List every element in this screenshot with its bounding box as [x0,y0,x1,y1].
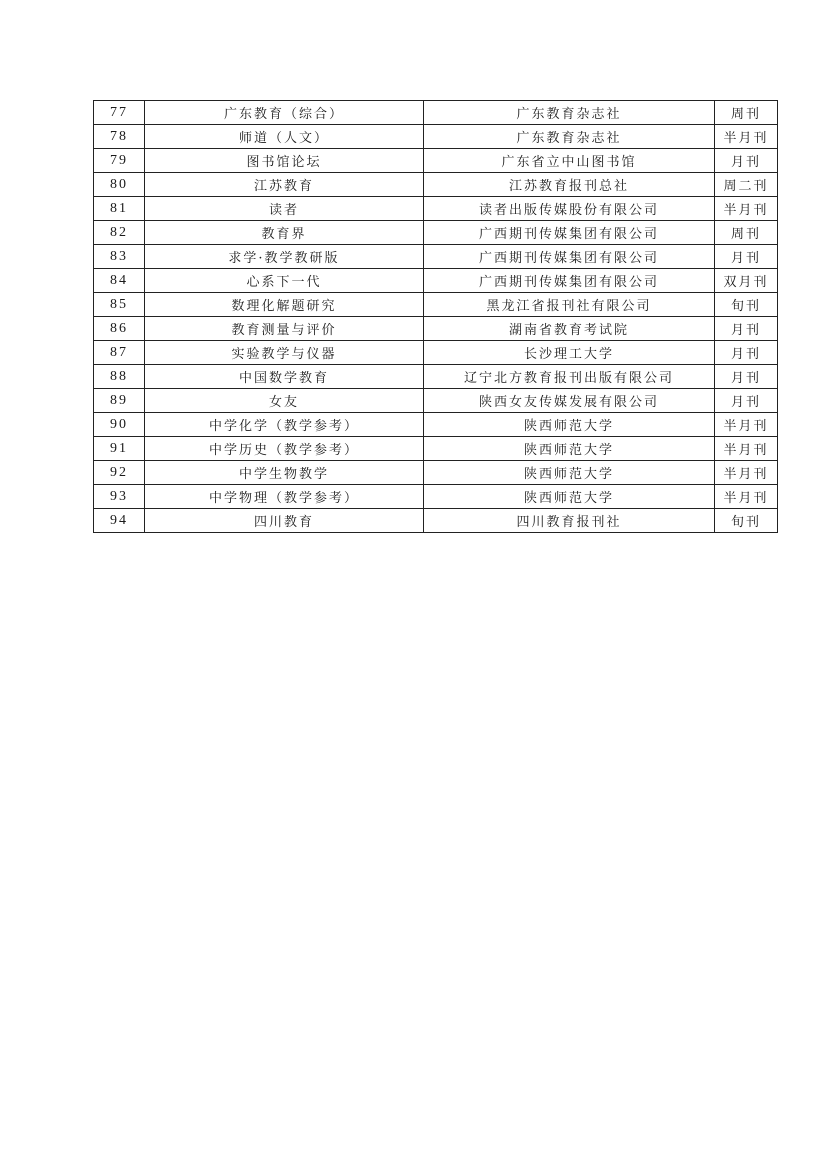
publisher-cell: 广东省立中山图书馆 [424,149,715,173]
table-row [94,413,778,437]
row-number-cell: 81 [94,197,145,221]
frequency-cell: 月刊 [715,341,778,365]
frequency-cell: 周二刊 [715,173,778,197]
frequency-cell: 旬刊 [715,293,778,317]
table-body [94,101,778,533]
publisher-cell: 湖南省教育考试院 [424,317,715,341]
frequency-cell: 月刊 [715,149,778,173]
row-number-cell: 78 [94,125,145,149]
table-row [94,221,778,245]
row-number-cell: 84 [94,269,145,293]
frequency-cell: 周刊 [715,221,778,245]
row-number-cell: 93 [94,485,145,509]
frequency-cell: 半月刊 [715,485,778,509]
publisher-cell: 陕西师范大学 [424,461,715,485]
publisher-cell: 广东教育杂志社 [424,125,715,149]
journal-name-cell: 图书馆论坛 [145,149,424,173]
publisher-cell: 黑龙江省报刊社有限公司 [424,293,715,317]
table-row [94,509,778,533]
frequency-cell: 半月刊 [715,437,778,461]
row-number-cell: 90 [94,413,145,437]
row-number-cell: 92 [94,461,145,485]
publisher-cell: 广西期刊传媒集团有限公司 [424,269,715,293]
journal-name-cell: 实验教学与仪器 [145,341,424,365]
publisher-cell: 陕西师范大学 [424,437,715,461]
journal-name-cell: 广东教育（综合） [145,101,424,125]
row-number-cell: 91 [94,437,145,461]
journal-name-cell: 求学·教学教研版 [145,245,424,269]
frequency-cell: 月刊 [715,317,778,341]
journal-name-cell: 数理化解题研究 [145,293,424,317]
row-number-cell: 77 [94,101,145,125]
publisher-cell: 广西期刊传媒集团有限公司 [424,245,715,269]
publisher-cell: 读者出版传媒股份有限公司 [424,197,715,221]
journal-name-cell: 中学生物教学 [145,461,424,485]
row-number-cell: 86 [94,317,145,341]
journal-name-cell: 中学历史（教学参考） [145,437,424,461]
journal-name-cell: 读者 [145,197,424,221]
row-number-cell: 83 [94,245,145,269]
row-number-cell: 79 [94,149,145,173]
table-row [94,461,778,485]
journal-name-cell: 教育测量与评价 [145,317,424,341]
table-row [94,197,778,221]
frequency-cell: 周刊 [715,101,778,125]
frequency-cell: 半月刊 [715,197,778,221]
table-row [94,485,778,509]
journal-name-cell: 中学化学（教学参考） [145,413,424,437]
row-number-cell: 88 [94,365,145,389]
row-number-cell: 87 [94,341,145,365]
frequency-cell: 月刊 [715,365,778,389]
table-row [94,317,778,341]
row-number-cell: 82 [94,221,145,245]
frequency-cell: 旬刊 [715,509,778,533]
journal-name-cell: 中学物理（教学参考） [145,485,424,509]
journal-name-cell: 四川教育 [145,509,424,533]
frequency-cell: 半月刊 [715,413,778,437]
table-row [94,101,778,125]
publisher-cell: 江苏教育报刊总社 [424,173,715,197]
journal-name-cell: 江苏教育 [145,173,424,197]
table-row [94,389,778,413]
frequency-cell: 月刊 [715,389,778,413]
publisher-cell: 长沙理工大学 [424,341,715,365]
table-row [94,125,778,149]
table-row [94,437,778,461]
journal-name-cell: 女友 [145,389,424,413]
frequency-cell: 半月刊 [715,461,778,485]
table-row [94,173,778,197]
journal-name-cell: 师道（人文） [145,125,424,149]
table-row [94,341,778,365]
frequency-cell: 半月刊 [715,125,778,149]
publisher-cell: 广东教育杂志社 [424,101,715,125]
publisher-cell: 四川教育报刊社 [424,509,715,533]
row-number-cell: 85 [94,293,145,317]
journal-name-cell: 教育界 [145,221,424,245]
journal-name-cell: 中国数学教育 [145,365,424,389]
publisher-cell: 辽宁北方教育报刊出版有限公司 [424,365,715,389]
table-row [94,245,778,269]
table-row [94,293,778,317]
publisher-cell: 陕西女友传媒发展有限公司 [424,389,715,413]
journal-table [93,100,778,533]
table-row [94,269,778,293]
publisher-cell: 广西期刊传媒集团有限公司 [424,221,715,245]
row-number-cell: 80 [94,173,145,197]
table-row [94,149,778,173]
publisher-cell: 陕西师范大学 [424,413,715,437]
frequency-cell: 月刊 [715,245,778,269]
row-number-cell: 94 [94,509,145,533]
publisher-cell: 陕西师范大学 [424,485,715,509]
row-number-cell: 89 [94,389,145,413]
table-row [94,365,778,389]
frequency-cell: 双月刊 [715,269,778,293]
journal-name-cell: 心系下一代 [145,269,424,293]
